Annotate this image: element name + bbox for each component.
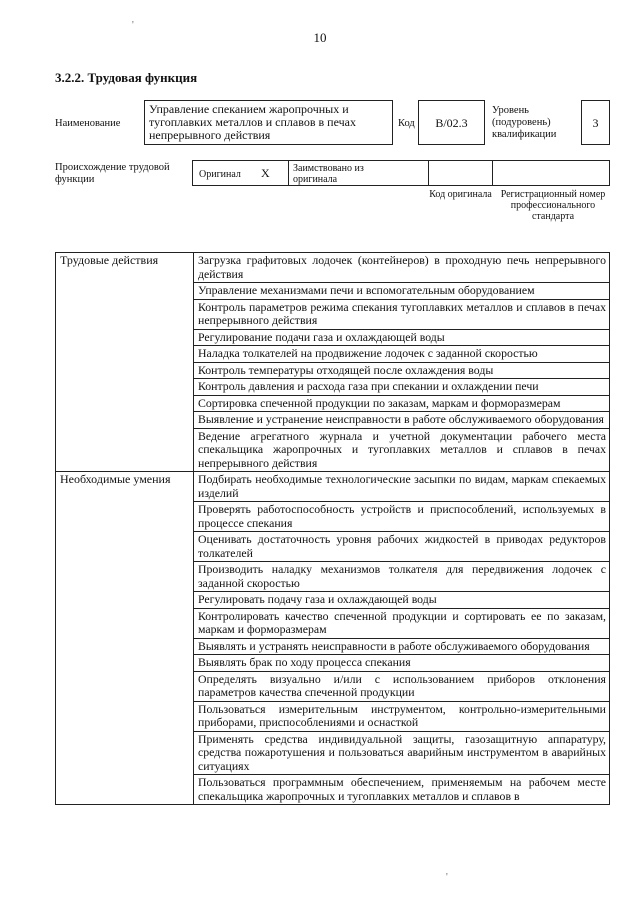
table-cell: Ведение агрегатного журнала и учетной документации рабочего места спекальщика жаропрочных и тугоплавких металлов и сплавов в печах непрерывного действия xyxy=(194,428,610,472)
table-cell: Регулирование подачи газа и охлаждающей воды xyxy=(194,329,610,346)
function-name: Управление спеканием жаропрочных и тугоплавких металлов и сплавов в печах непрерывного действия xyxy=(149,102,356,142)
section-heading: Трудовые действия xyxy=(56,253,194,472)
table-cell: Применять средства индивидуальной защиты, газозащитную аппаратуру, средства пожаротушения и пользоваться аварийным инструментом в аварийных ситуациях xyxy=(194,731,610,775)
level-label: Уровень (подуровень) квалификации xyxy=(492,105,557,140)
table-row xyxy=(56,253,610,283)
table-cell: Подбирать необходимые технологические засыпки по видам, маркам спекаемых изделий xyxy=(194,472,610,502)
origin-label: Происхождение трудовой функции xyxy=(55,162,170,185)
table-cell: Определять визуально и/или с использованием приборов отклонения параметров качества спеченной продукции xyxy=(194,671,610,701)
code-original-cell xyxy=(428,160,493,186)
borrowed-cell xyxy=(288,160,429,186)
level-box xyxy=(581,100,610,145)
table-cell: Контроль температуры отходящей после охлаждения воды xyxy=(194,362,610,379)
table-cell: Загрузка графитовых лодочек (контейнеров) в проходную печь непрерывного действия xyxy=(194,253,610,283)
table-cell: Проверять работоспособность устройств и приспособлений, используемых в процессе спекания xyxy=(194,502,610,532)
table-cell: Выявлять брак по ходу процесса спекания xyxy=(194,655,610,672)
table-cell: Управление механизмами печи и вспомогательным оборудованием xyxy=(194,283,610,300)
original-label: Оригинал xyxy=(199,169,241,180)
reg-number-cell xyxy=(492,160,610,186)
code-label: Код xyxy=(398,118,415,129)
table-cell: Оценивать достаточность уровня рабочих жидкостей в приводах редукторов толкателей xyxy=(194,532,610,562)
page-number: 10 xyxy=(313,30,327,45)
table-cell: Выявление и устранение неисправности в работе обслуживаемого оборудования xyxy=(194,412,610,429)
table-cell: Наладка толкателей на продвижение лодочек с заданной скоростью xyxy=(194,346,610,363)
code-original-caption: Код оригинала xyxy=(429,189,492,200)
name-label: Наименование xyxy=(55,118,121,129)
function-name-box xyxy=(144,100,393,145)
code-box xyxy=(418,100,485,145)
original-cell xyxy=(192,160,289,186)
table-row xyxy=(56,472,610,502)
table-cell: Сортировка спеченной продукции по заказам, маркам и форморазмерам xyxy=(194,395,610,412)
code-value: B/02.3 xyxy=(435,116,468,130)
table-cell: Регулировать подачу газа и охлаждающей воды xyxy=(194,592,610,609)
table-cell: Пользоваться программным обеспечением, применяемым на рабочем месте спекальщика жаропрочных и тугоплавких металлов и сплавов в xyxy=(194,775,610,805)
table-cell: Контроль давления и расхода газа при спекании и охлаждении печи xyxy=(194,379,610,396)
section-heading: Необходимые умения xyxy=(56,472,194,805)
scan-speck: ' xyxy=(132,20,134,31)
table-cell: Производить наладку механизмов толкателя для передвижения лодочек с заданной скоростью xyxy=(194,562,610,592)
table-cell: Пользоваться измерительным инструментом, контрольно-измерительными приборами, приспособлениями и оснасткой xyxy=(194,701,610,731)
borrowed-label: Заимствовано из оригинала xyxy=(293,163,364,185)
scan-speck: ' xyxy=(446,872,448,883)
level-value: 3 xyxy=(592,116,599,130)
function-details-table xyxy=(55,252,610,805)
original-mark: X xyxy=(261,166,270,180)
section-title: 3.2.2. Трудовая функция xyxy=(55,70,198,85)
table-cell: Выявлять и устранять неисправности в работе обслуживаемого оборудования xyxy=(194,638,610,655)
table-cell: Контроль параметров режима спекания тугоплавких металлов и сплавов в печах непрерывного действия xyxy=(194,299,610,329)
reg-number-caption: Регистрационный номер профессионального стандарта xyxy=(500,189,606,222)
table-cell: Контролировать качество спеченной продукции и сортировать ее по заказам, маркам и форморазмерам xyxy=(194,608,610,638)
